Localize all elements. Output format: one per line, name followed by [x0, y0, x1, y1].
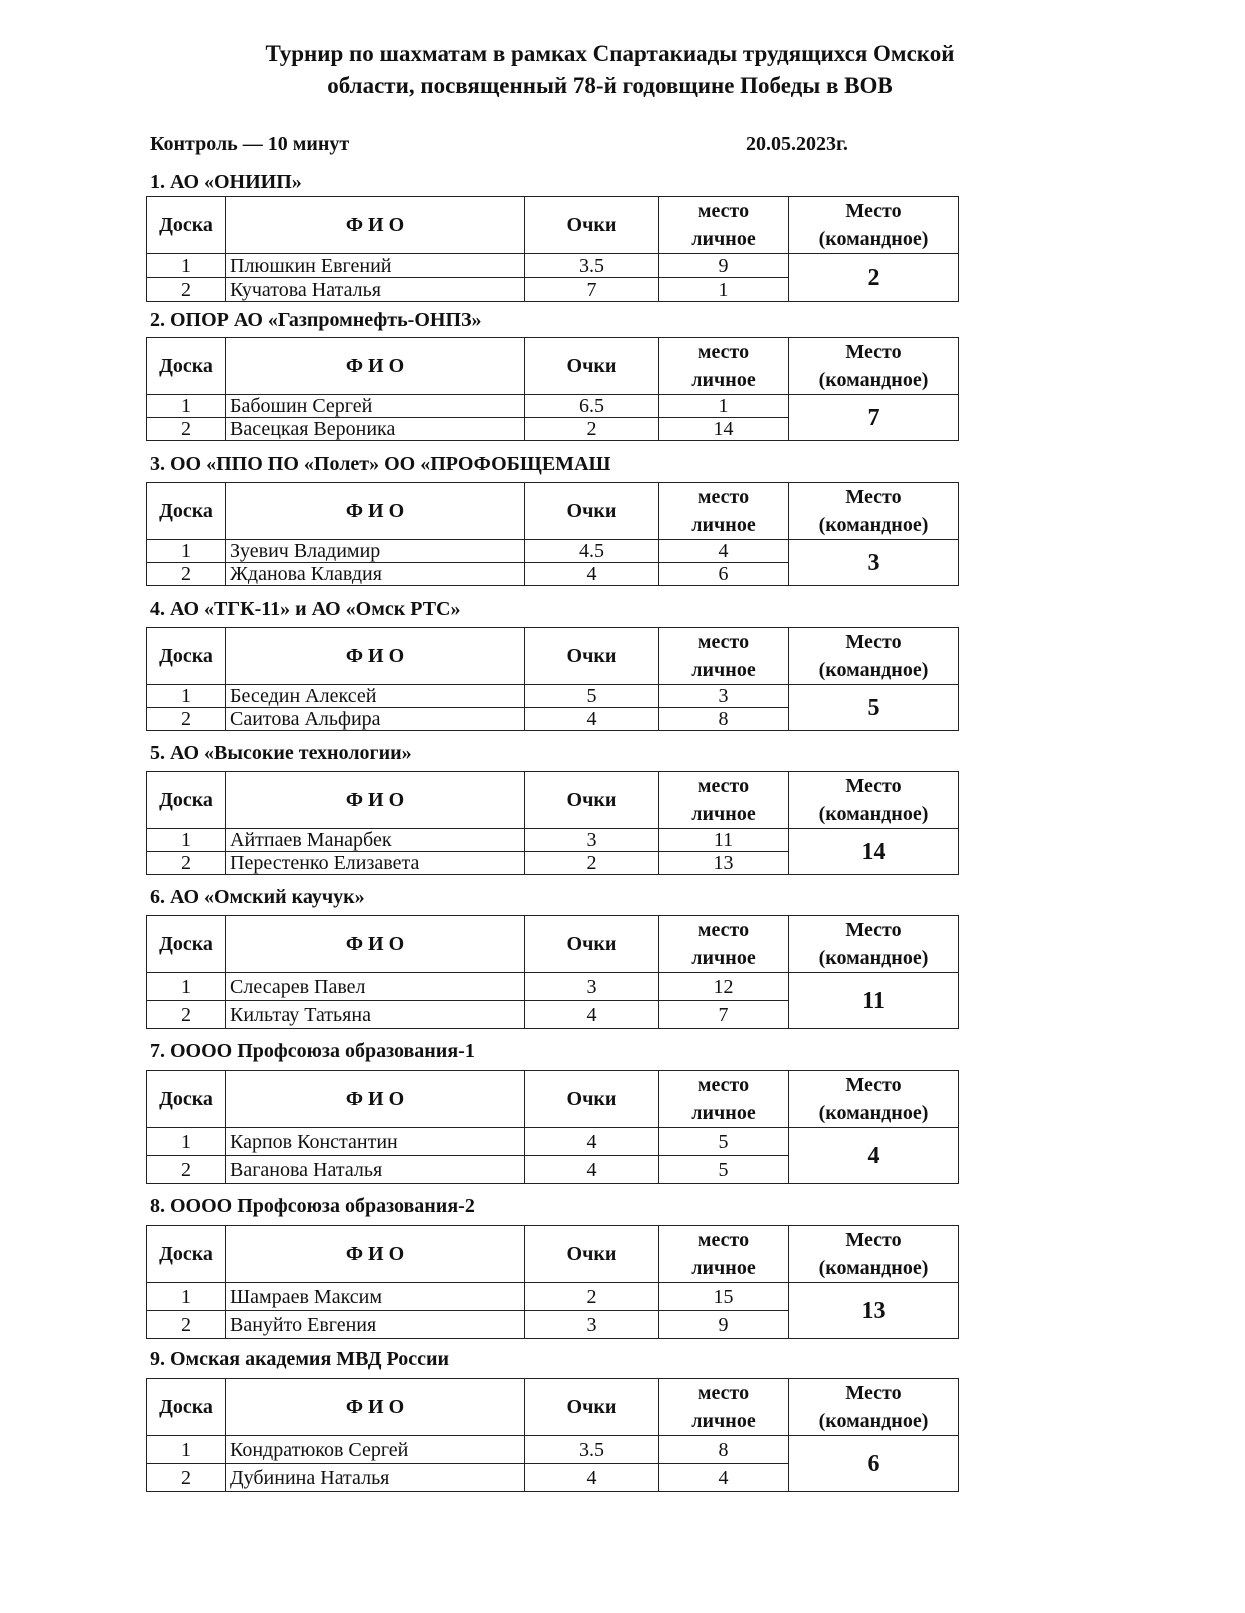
header-personal-place-line2: личное — [691, 659, 756, 681]
header-team-place-line1: Место — [845, 341, 902, 363]
header-personal-place — [659, 628, 789, 685]
header-personal-place-line2: личное — [691, 1102, 756, 1124]
player-name: Васецкая Вероника — [226, 418, 525, 441]
header-personal-place — [659, 1071, 789, 1128]
header-team-place-line2: (командное) — [818, 514, 929, 536]
header-team-place-line1: Место — [845, 1382, 902, 1404]
header-team-place — [789, 1379, 959, 1436]
player-place: 9 — [659, 254, 789, 278]
table-header-row — [147, 916, 959, 973]
player-points: 7 — [525, 278, 659, 302]
player-row — [147, 1436, 959, 1464]
header-team-place-line1: Место — [845, 200, 902, 222]
header-personal-place-line1: место — [697, 1382, 750, 1404]
team-name: 1. АО «ОНИИП» — [150, 171, 302, 193]
header-personal-place — [659, 1379, 789, 1436]
team-name: 9. Омская академия МВД России — [150, 1348, 450, 1370]
player-points: 4 — [525, 1001, 659, 1029]
header-personal-place — [659, 772, 789, 829]
player-place: 14 — [659, 418, 789, 441]
team-name: 8. ОООО Профсоюза образования-2 — [150, 1195, 475, 1217]
title-line-1: Турнир по шахматам в рамках Спартакиады трудящихся Омской — [265, 41, 955, 66]
header-personal-place-line2: личное — [691, 947, 756, 969]
header-personal-place — [659, 338, 789, 395]
team-place: 4 — [789, 1128, 959, 1184]
player-board: 2 — [147, 278, 226, 302]
player-name: Дубинина Наталья — [226, 1464, 525, 1492]
team-table — [146, 627, 959, 731]
player-row — [147, 540, 959, 563]
table-header-row — [147, 1379, 959, 1436]
team-table — [146, 196, 959, 302]
header-fio: Ф И О — [226, 338, 525, 395]
header-personal-place — [659, 197, 789, 254]
team-table — [146, 771, 959, 875]
team-name: 3. ОО «ППО ПО «Полет» ОО «ПРОФОБЩЕМАШ — [150, 453, 611, 475]
team-table — [146, 915, 959, 1029]
team-place: 2 — [789, 254, 959, 302]
table-header-row — [147, 1226, 959, 1283]
team-table — [146, 1225, 959, 1339]
header-team-place — [789, 916, 959, 973]
player-name: Кондратюков Сергей — [226, 1436, 525, 1464]
player-board: 1 — [147, 685, 226, 708]
player-name: Слесарев Павел — [226, 973, 525, 1001]
team-table — [146, 337, 959, 441]
player-place: 6 — [659, 563, 789, 586]
header-fio: Ф И О — [226, 483, 525, 540]
header-board: Доска — [147, 1379, 226, 1436]
player-board: 2 — [147, 418, 226, 441]
header-personal-place-line2: личное — [691, 228, 756, 250]
header-fio: Ф И О — [226, 1071, 525, 1128]
player-board: 2 — [147, 563, 226, 586]
table-header-row — [147, 628, 959, 685]
player-board: 2 — [147, 1464, 226, 1492]
player-place: 1 — [659, 278, 789, 302]
header-team-place-line1: Место — [845, 775, 902, 797]
player-points: 3 — [525, 829, 659, 852]
player-name: Бабошин Сергей — [226, 395, 525, 418]
player-board: 1 — [147, 829, 226, 852]
player-place: 7 — [659, 1001, 789, 1029]
player-row — [147, 1283, 959, 1311]
header-fio: Ф И О — [226, 628, 525, 685]
table-header-row — [147, 1071, 959, 1128]
player-row — [147, 829, 959, 852]
player-place: 5 — [659, 1156, 789, 1184]
header-personal-place-line1: место — [697, 775, 750, 797]
player-board: 1 — [147, 540, 226, 563]
header-team-place-line1: Место — [845, 486, 902, 508]
player-board: 2 — [147, 1156, 226, 1184]
player-board: 1 — [147, 254, 226, 278]
header-personal-place-line1: место — [697, 919, 750, 941]
table-header-row — [147, 338, 959, 395]
header-team-place — [789, 483, 959, 540]
time-control: Контроль — 10 минут — [150, 133, 350, 155]
player-board: 2 — [147, 1311, 226, 1339]
player-place: 15 — [659, 1283, 789, 1311]
header-team-place-line2: (командное) — [818, 947, 929, 969]
player-points: 2 — [525, 418, 659, 441]
player-board: 1 — [147, 973, 226, 1001]
table-header-row — [147, 197, 959, 254]
player-place: 8 — [659, 708, 789, 731]
team-place: 11 — [789, 973, 959, 1029]
header-points: Очки — [525, 483, 659, 540]
player-points: 2 — [525, 852, 659, 875]
player-name: Вануйто Евгения — [226, 1311, 525, 1339]
header-team-place-line2: (командное) — [818, 228, 929, 250]
header-personal-place-line1: место — [697, 341, 750, 363]
document-title — [0, 38, 1220, 102]
header-points: Очки — [525, 1379, 659, 1436]
header-personal-place-line1: место — [697, 1074, 750, 1096]
player-board: 1 — [147, 1283, 226, 1311]
team-place: 14 — [789, 829, 959, 875]
player-points: 4.5 — [525, 540, 659, 563]
header-personal-place-line2: личное — [691, 514, 756, 536]
header-team-place — [789, 628, 959, 685]
player-name: Айтпаев Манарбек — [226, 829, 525, 852]
player-place: 12 — [659, 973, 789, 1001]
player-place: 4 — [659, 1464, 789, 1492]
player-name: Карпов Константин — [226, 1128, 525, 1156]
player-board: 1 — [147, 1128, 226, 1156]
player-name: Ваганова Наталья — [226, 1156, 525, 1184]
header-team-place-line2: (командное) — [818, 1410, 929, 1432]
header-board: Доска — [147, 197, 226, 254]
player-place: 5 — [659, 1128, 789, 1156]
player-board: 1 — [147, 395, 226, 418]
header-points: Очки — [525, 628, 659, 685]
header-board: Доска — [147, 628, 226, 685]
header-personal-place-line2: личное — [691, 1410, 756, 1432]
header-team-place-line1: Место — [845, 1229, 902, 1251]
header-fio: Ф И О — [226, 1379, 525, 1436]
header-team-place — [789, 772, 959, 829]
player-place: 11 — [659, 829, 789, 852]
player-points: 5 — [525, 685, 659, 708]
team-place: 7 — [789, 395, 959, 441]
player-points: 3.5 — [525, 254, 659, 278]
player-board: 2 — [147, 708, 226, 731]
team-place: 5 — [789, 685, 959, 731]
player-row — [147, 254, 959, 278]
header-personal-place-line2: личное — [691, 369, 756, 391]
team-place: 6 — [789, 1436, 959, 1492]
player-board: 1 — [147, 1436, 226, 1464]
player-name: Кильтау Татьяна — [226, 1001, 525, 1029]
header-personal-place — [659, 483, 789, 540]
header-points: Очки — [525, 916, 659, 973]
player-board: 2 — [147, 852, 226, 875]
header-personal-place — [659, 1226, 789, 1283]
player-place: 9 — [659, 1311, 789, 1339]
team-name: 2. ОПОР АО «Газпромнефть-ОНПЗ» — [150, 309, 482, 331]
team-table — [146, 1070, 959, 1184]
player-points: 4 — [525, 708, 659, 731]
header-board: Доска — [147, 772, 226, 829]
player-board: 2 — [147, 1001, 226, 1029]
header-fio: Ф И О — [226, 916, 525, 973]
header-board: Доска — [147, 338, 226, 395]
header-board: Доска — [147, 1071, 226, 1128]
player-place: 1 — [659, 395, 789, 418]
player-points: 4 — [525, 563, 659, 586]
header-team-place-line2: (командное) — [818, 659, 929, 681]
header-points: Очки — [525, 1071, 659, 1128]
header-points: Очки — [525, 1226, 659, 1283]
table-header-row — [147, 772, 959, 829]
header-board: Доска — [147, 1226, 226, 1283]
header-team-place-line2: (командное) — [818, 803, 929, 825]
header-points: Очки — [525, 338, 659, 395]
header-team-place — [789, 197, 959, 254]
header-personal-place-line2: личное — [691, 1257, 756, 1279]
table-header-row — [147, 483, 959, 540]
header-team-place-line2: (командное) — [818, 1102, 929, 1124]
header-fio: Ф И О — [226, 772, 525, 829]
player-points: 4 — [525, 1464, 659, 1492]
header-personal-place-line1: место — [697, 631, 750, 653]
header-fio: Ф И О — [226, 1226, 525, 1283]
team-name: 4. АО «ТГК-11» и АО «Омск РТС» — [150, 598, 461, 620]
player-place: 3 — [659, 685, 789, 708]
player-points: 4 — [525, 1156, 659, 1184]
header-personal-place-line1: место — [697, 1229, 750, 1251]
player-points: 4 — [525, 1128, 659, 1156]
player-name: Шамраев Максим — [226, 1283, 525, 1311]
header-board: Доска — [147, 916, 226, 973]
team-place: 3 — [789, 540, 959, 586]
header-team-place-line2: (командное) — [818, 1257, 929, 1279]
team-place: 13 — [789, 1283, 959, 1339]
header-team-place — [789, 1226, 959, 1283]
team-name: 7. ОООО Профсоюза образования-1 — [150, 1040, 475, 1062]
player-points: 3 — [525, 973, 659, 1001]
tournament-date: 20.05.2023г. — [746, 133, 848, 155]
header-personal-place-line1: место — [697, 200, 750, 222]
player-name: Саитова Альфира — [226, 708, 525, 731]
team-table — [146, 482, 959, 586]
player-place: 4 — [659, 540, 789, 563]
player-points: 3.5 — [525, 1436, 659, 1464]
player-name: Плюшкин Евгений — [226, 254, 525, 278]
player-name: Кучатова Наталья — [226, 278, 525, 302]
header-personal-place-line2: личное — [691, 803, 756, 825]
header-personal-place — [659, 916, 789, 973]
header-board: Доска — [147, 483, 226, 540]
player-name: Беседин Алексей — [226, 685, 525, 708]
player-name: Жданова Клавдия — [226, 563, 525, 586]
player-name: Зуевич Владимир — [226, 540, 525, 563]
title-line-2: области, посвященный 78-й годовщине Победы в ВОВ — [327, 73, 893, 98]
header-points: Очки — [525, 772, 659, 829]
player-place: 13 — [659, 852, 789, 875]
player-row — [147, 395, 959, 418]
header-fio: Ф И О — [226, 197, 525, 254]
player-points: 2 — [525, 1283, 659, 1311]
header-team-place — [789, 1071, 959, 1128]
team-table — [146, 1378, 959, 1492]
player-row — [147, 1128, 959, 1156]
header-team-place — [789, 338, 959, 395]
player-points: 6.5 — [525, 395, 659, 418]
player-row — [147, 685, 959, 708]
header-personal-place-line1: место — [697, 486, 750, 508]
header-team-place-line2: (командное) — [818, 369, 929, 391]
header-team-place-line1: Место — [845, 631, 902, 653]
player-row — [147, 973, 959, 1001]
player-name: Перестенко Елизавета — [226, 852, 525, 875]
player-points: 3 — [525, 1311, 659, 1339]
header-team-place-line1: Место — [845, 1074, 902, 1096]
team-name: 6. АО «Омский каучук» — [150, 886, 365, 908]
player-place: 8 — [659, 1436, 789, 1464]
team-name: 5. АО «Высокие технологии» — [150, 742, 412, 764]
header-points: Очки — [525, 197, 659, 254]
header-team-place-line1: Место — [845, 919, 902, 941]
